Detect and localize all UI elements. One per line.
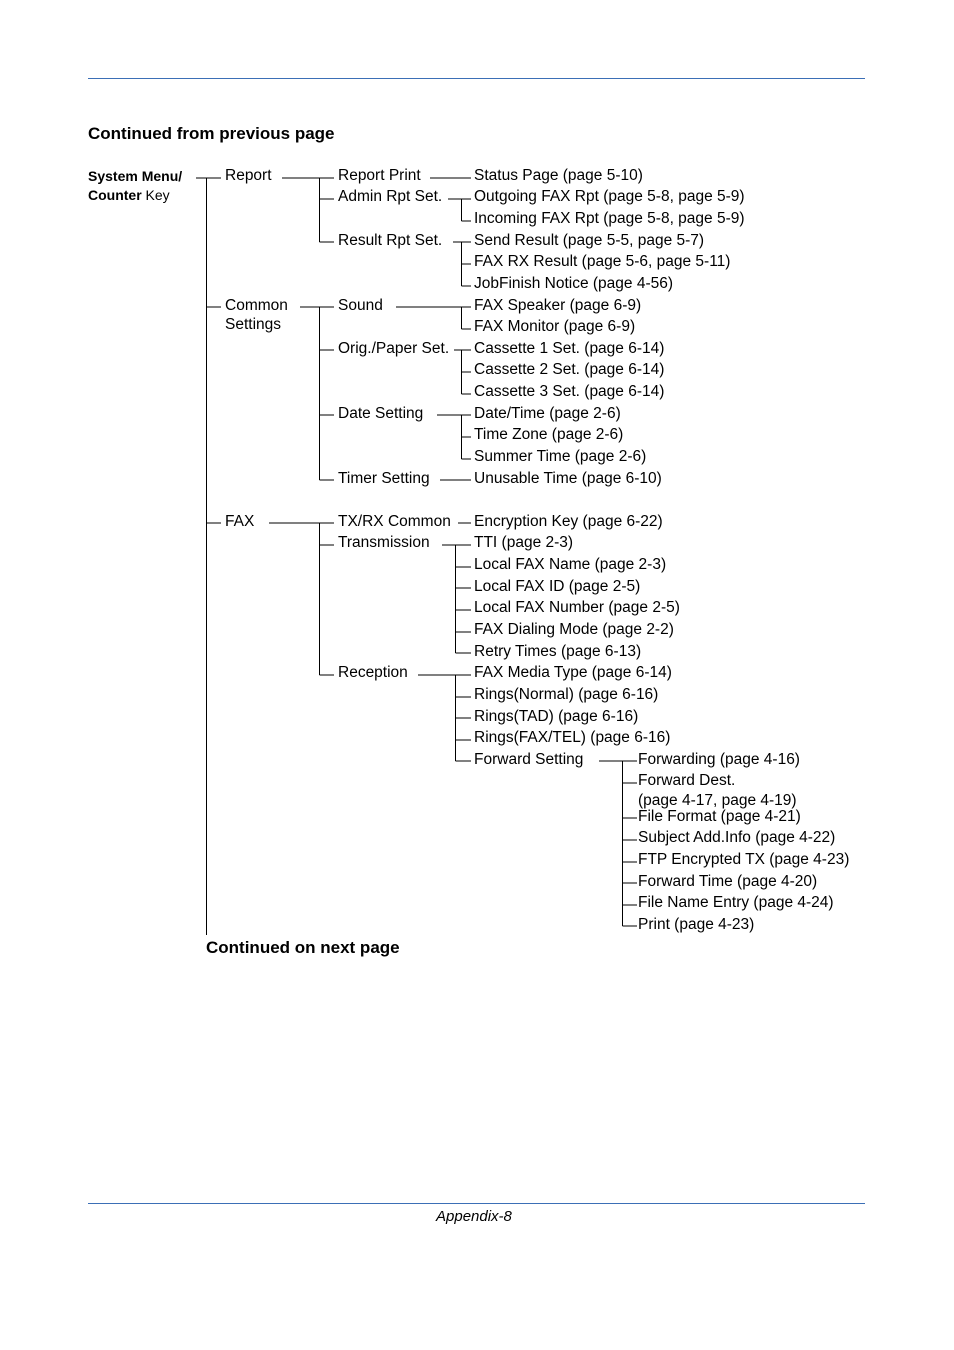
menu-fax-media-type: FAX Media Type (page 6-14)	[474, 664, 672, 681]
menu-local-fax-number: Local FAX Number (page 2-5)	[474, 599, 680, 616]
menu-jobfinish-notice: JobFinish Notice (page 4-56)	[474, 275, 674, 292]
menu-fax-monitor: FAX Monitor (page 6-9)	[474, 318, 636, 335]
page-number: Appendix-8	[436, 1208, 512, 1225]
root-label-line1: System Menu/	[88, 168, 183, 184]
menu-time-zone: Time Zone (page 2-6)	[474, 426, 624, 443]
menu-timer-setting: Timer Setting	[338, 470, 430, 487]
continued-from-heading: Continued from previous page	[88, 124, 335, 143]
menu-sound: Sound	[338, 297, 383, 314]
menu-cassette-3: Cassette 3 Set. (page 6-14)	[474, 383, 665, 400]
menu-report: Report	[225, 167, 272, 184]
menu-print: Print (page 4-23)	[638, 916, 755, 933]
menu-ftp-encrypted-tx: FTP Encrypted TX (page 4-23)	[638, 851, 850, 868]
menu-forwarding: Forwarding (page 4-16)	[638, 751, 800, 768]
menu-encryption-key: Encryption Key (page 6-22)	[474, 513, 663, 530]
menu-forward-setting: Forward Setting	[474, 751, 584, 768]
menu-admin-rpt-set: Admin Rpt Set.	[338, 188, 443, 205]
menu-local-fax-id: Local FAX ID (page 2-5)	[474, 578, 641, 595]
menu-tti: TTI (page 2-3)	[474, 534, 574, 551]
menu-fax-speaker: FAX Speaker (page 6-9)	[474, 297, 642, 314]
menu-cassette-1: Cassette 1 Set. (page 6-14)	[474, 340, 665, 357]
menu-retry-times: Retry Times (page 6-13)	[474, 643, 642, 660]
menu-rings-tad: Rings(TAD) (page 6-16)	[474, 708, 639, 725]
menu-outgoing-fax-rpt: Outgoing FAX Rpt (page 5-8, page 5-9)	[474, 188, 745, 205]
menu-rings-fax-tel: Rings(FAX/TEL) (page 6-16)	[474, 729, 671, 746]
menu-reception: Reception	[338, 664, 408, 681]
menu-forward-time: Forward Time (page 4-20)	[638, 873, 818, 890]
menu-common-settings-line1: Common	[225, 297, 288, 314]
root-label-line2-bold: Counter	[88, 187, 142, 203]
menu-summer-time: Summer Time (page 2-6)	[474, 448, 647, 465]
menu-orig-paper-set: Orig./Paper Set.	[338, 340, 450, 357]
root-label-line2-rest: Key	[141, 187, 170, 203]
menu-report-print: Report Print	[338, 167, 421, 184]
menu-common-settings-line2: Settings	[225, 316, 282, 333]
menu-file-name-entry: File Name Entry (page 4-24)	[638, 894, 834, 911]
menu-incoming-fax-rpt: Incoming FAX Rpt (page 5-8, page 5-9)	[474, 210, 745, 227]
menu-date-time: Date/Time (page 2-6)	[474, 405, 621, 422]
menu-file-format: File Format (page 4-21)	[638, 808, 801, 825]
menu-date-setting: Date Setting	[338, 405, 424, 422]
menu-subject-add-info: Subject Add.Info (page 4-22)	[638, 829, 836, 846]
menu-send-result: Send Result (page 5-5, page 5-7)	[474, 232, 705, 249]
continued-on-heading: Continued on next page	[206, 938, 400, 957]
menu-local-fax-name: Local FAX Name (page 2-3)	[474, 556, 667, 573]
bottom-rule	[88, 1203, 865, 1204]
menu-rings-normal: Rings(Normal) (page 6-16)	[474, 686, 659, 703]
menu-unusable-time: Unusable Time (page 6-10)	[474, 470, 662, 487]
menu-fax: FAX	[225, 513, 255, 530]
menu-forward-dest-line1: Forward Dest.	[638, 772, 736, 789]
menu-forward-dest-line2: (page 4-17, page 4-19)	[638, 792, 797, 809]
menu-transmission: Transmission	[338, 534, 430, 551]
menu-fax-rx-result: FAX RX Result (page 5-6, page 5-11)	[474, 253, 731, 270]
menu-status-page: Status Page (page 5-10)	[474, 167, 643, 184]
menu-cassette-2: Cassette 2 Set. (page 6-14)	[474, 361, 665, 378]
menu-fax-dialing-mode: FAX Dialing Mode (page 2-2)	[474, 621, 674, 638]
menu-result-rpt-set: Result Rpt Set.	[338, 232, 443, 249]
menu-txrx-common: TX/RX Common	[338, 513, 451, 530]
